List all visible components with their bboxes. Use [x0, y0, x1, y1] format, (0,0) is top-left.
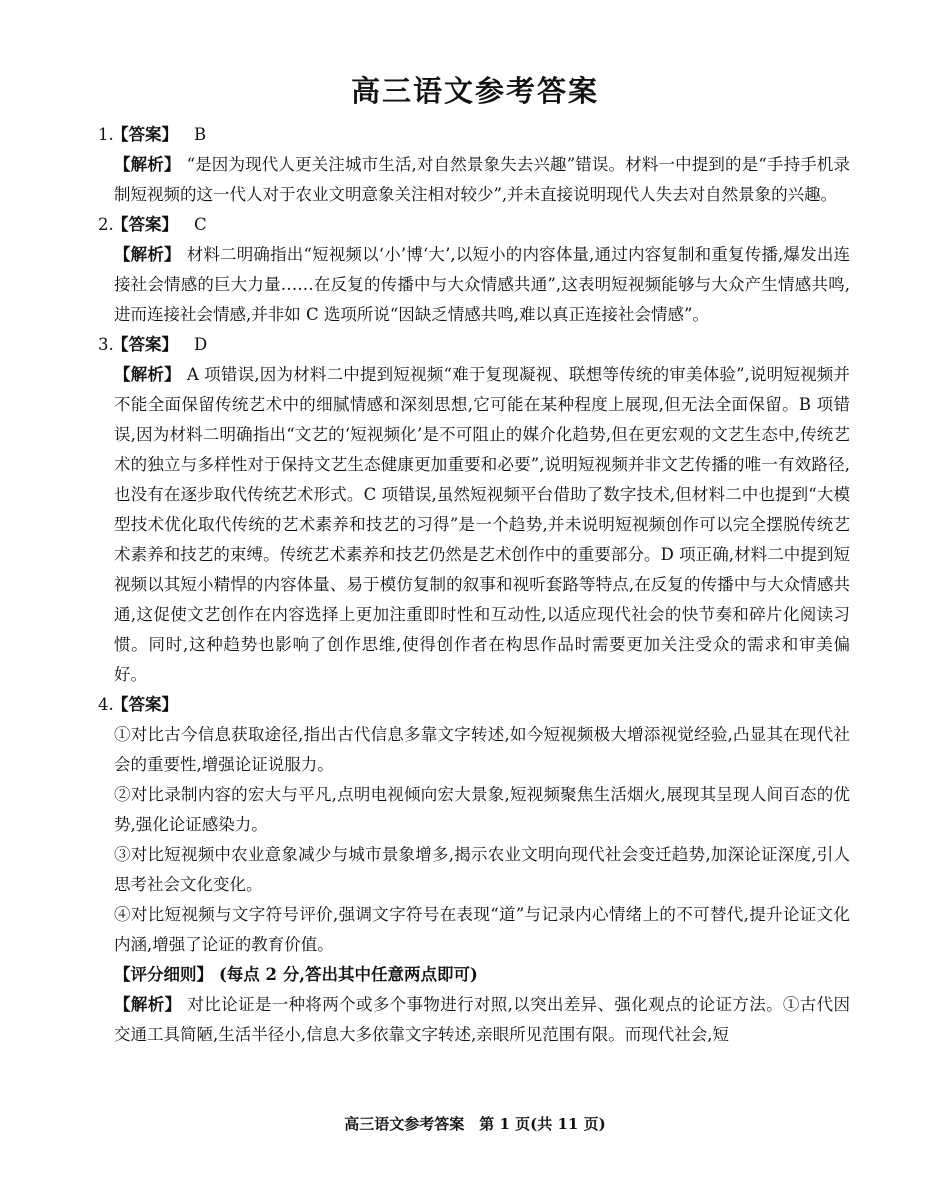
page-footer: 高三语文参考答案 第 1 页(共 11 页)	[344, 1115, 606, 1133]
q4-point-2: ②对比录制内容的宏大与平凡,点明电视倾向宏大景象,短视频聚焦生活烟火,展现其呈现人间百态的优势,强化论证感染力。	[114, 785, 850, 834]
q4-point-1: ①对比古今信息获取途径,指出古代信息多靠文字转述,如今短视频极大增添视觉经验,凸显其在现代社会的重要性,增强论证说服力。	[114, 725, 850, 774]
analysis-label: 【解析】	[114, 995, 182, 1014]
q4-analysis	[100, 990, 850, 1050]
q4-answer-line	[100, 690, 850, 720]
q4-scoring-text: (每点 2 分,答出其中任意两点即可)	[219, 965, 478, 984]
q2-analysis	[100, 240, 850, 330]
q1-analysis-text: “是因为现代人更关注城市生活,对自然景象失去兴趣”错误。材料一中提到的是“手持手机录制短视频的这一代人对于农业文明意象关注相对较少”,并未直接说明现代人失去对自然景象的兴趣。	[114, 155, 850, 204]
scoring-label: 【评分细则】	[114, 965, 213, 984]
q2-analysis-text: 材料二明确指出“短视频以‘小’博‘大’,以短小的内容体量,通过内容复制和重复传播,爆发出连接社会情感的巨大力量……在反复的传播中与大众情感共通”,这表明短视频能够与大众产生情感共鸣,进而连接社会情感,并非如 C 选项所说“因缺乏情感共鸣,难以真正连接社会情感”。	[114, 245, 851, 324]
q1-number: 1.	[98, 125, 114, 144]
q4-point-3: ③对比短视频中农业意象减少与城市景象增多,揭示农业文明向现代社会变迁趋势,加深论证深度,引人思考社会文化变化。	[114, 845, 850, 894]
q3-number: 3.	[98, 335, 114, 354]
answer-label: 【答案】	[112, 125, 178, 144]
q4-analysis-text: 对比论证是一种将两个或多个事物进行对照,以突出差异、强化观点的论证方法。①古代因交通工具简陋,生活半径小,信息大多依靠文字转述,亲眼所见范围有限。而现代社会,短	[114, 995, 850, 1044]
q2-answer: C	[194, 215, 207, 234]
q4-number: 4.	[98, 695, 114, 714]
q3-analysis	[100, 360, 850, 690]
analysis-label: 【解析】	[114, 365, 181, 384]
q2-number: 2.	[98, 215, 114, 234]
q1-answer: B	[194, 125, 207, 144]
q1-answer-line	[100, 120, 850, 150]
answer-label: 【答案】	[112, 695, 178, 714]
analysis-label: 【解析】	[114, 155, 181, 174]
answer-label: 【答案】	[112, 215, 178, 234]
q3-answer: D	[194, 335, 208, 354]
q3-analysis-text: A 项错误,因为材料二中提到短视频“难于复现凝视、联想等传统的审美体验”,说明短视频并不能全面保留传统艺术中的细腻情感和深刻思想,它可能在某种程度上展现,但无法全面保留。B 项错误,因为材料二明确指出“文艺的‘短视频化’是不可阻止的媒介化趋势,但在更宏观的文艺生态中,传统艺术的独立与多样性对于保持文艺生态健康更加重要和必要”,说明短视频并非文艺传播的唯一有效路径,也没有在逐步取代传统艺术形式。C 项错误,虽然短视频平台借助了数字技术,但材料二中也提到“大模型技术优化取代传统的艺术素养和技艺的习得”是一个趋势,并未说明短视频创作可以完全摆脱传统艺术素养和技艺的束缚。传统艺术素养和技艺仍然是艺术创作中的重要部分。D 项正确,材料二中提到短视频以其短小精悍的内容体量、易于模仿复制的叙事和视听套路等特点,在反复的传播中与大众情感共通,这促使文艺创作在内容选择上更加注重即时性和互动性,以适应现代社会的快节奏和碎片化阅读习惯。同时,这种趋势也影响了创作思维,使得创作者在构思作品时需要更加关注受众的需求和审美偏好。	[114, 365, 851, 684]
q1-analysis	[100, 150, 850, 210]
analysis-label: 【解析】	[114, 245, 181, 264]
page-title: 高三语文参考答案	[350, 74, 599, 108]
q2-answer-line	[100, 210, 850, 240]
q4-scoring	[100, 960, 850, 990]
answer-label: 【答案】	[112, 335, 178, 354]
q3-answer-line	[100, 330, 850, 360]
q4-point-4: ④对比短视频与文字符号评价,强调文字符号在表现“道”与记录内心情绪上的不可替代,提升论证文化内涵,增强了论证的教育价值。	[114, 905, 850, 954]
